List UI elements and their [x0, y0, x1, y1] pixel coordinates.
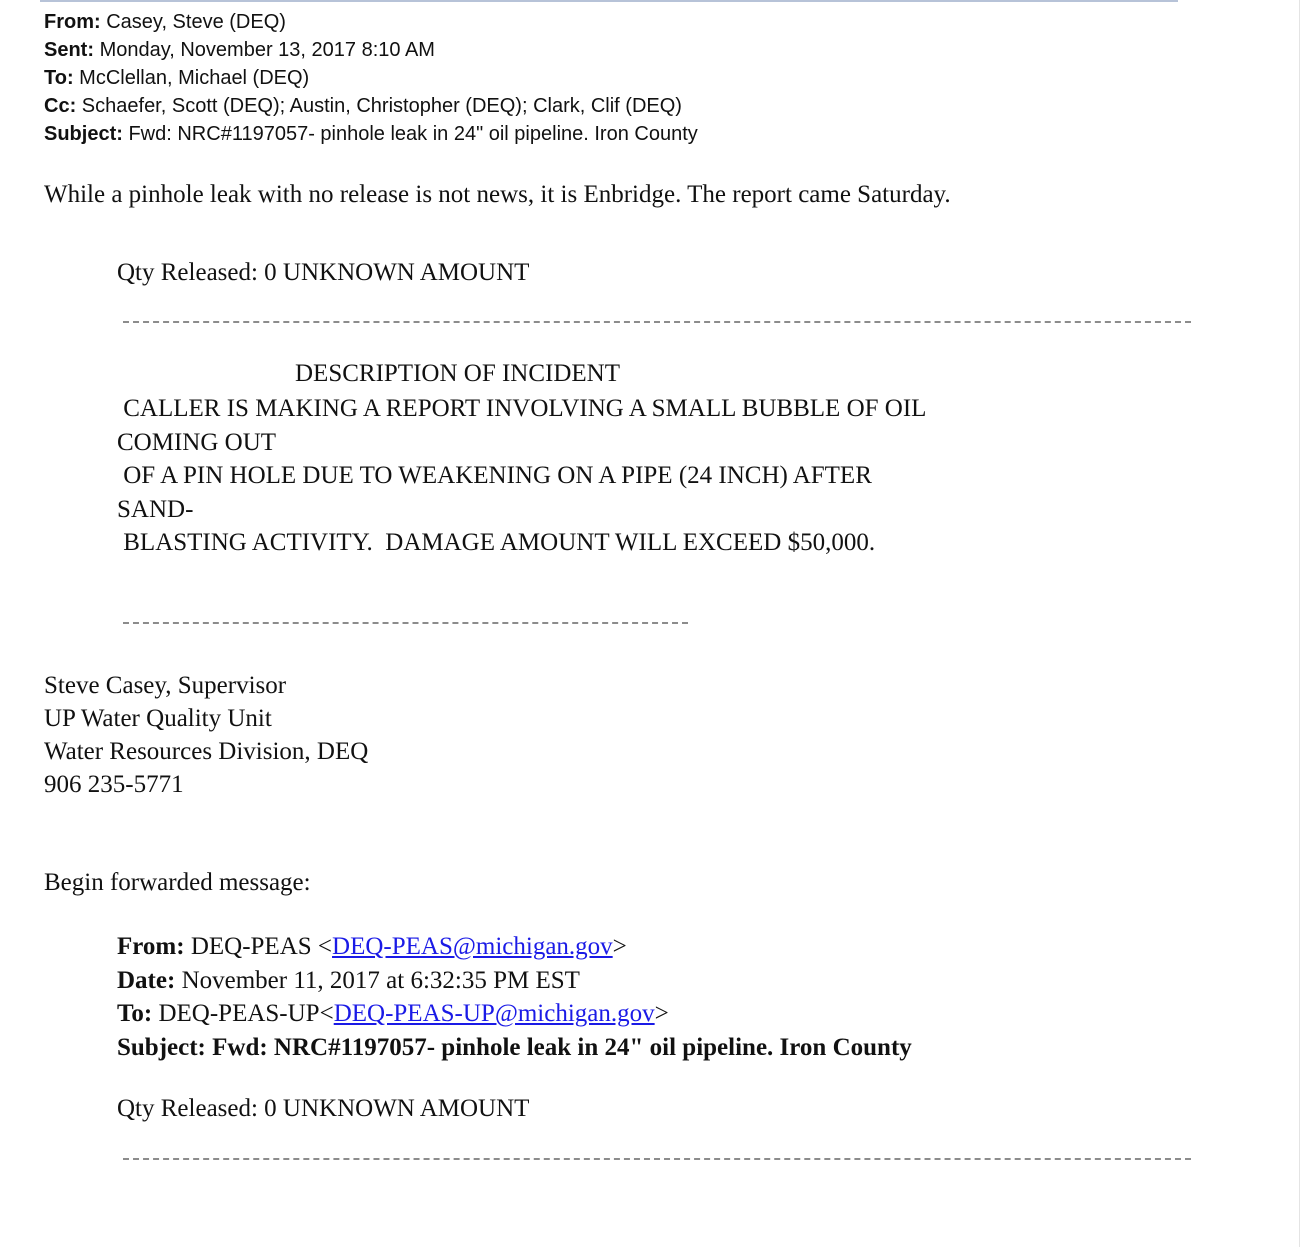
signature-unit: UP Water Quality Unit — [44, 705, 272, 732]
forwarded-to-label: To: — [117, 1000, 153, 1027]
forwarded-date-value: November 11, 2017 at 6:32:35 PM EST — [181, 966, 580, 994]
forwarded-to-name: DEQ-PEAS-UP — [158, 1000, 320, 1027]
header-sent-row — [44, 36, 698, 64]
description-line: OF A PIN HOLE DUE TO WEAKENING ON A PIPE (24 INCH) AFTER — [117, 462, 872, 490]
forwarded-from-name: DEQ-PEAS — [190, 933, 312, 960]
dashed-divider — [123, 321, 1191, 323]
description-block — [117, 392, 926, 560]
signature-name: Steve Casey, Supervisor — [44, 672, 287, 699]
header-sent-value: Monday, November 13, 2017 8:10 AM — [99, 39, 435, 61]
header-sent-label: Sent: — [44, 39, 94, 61]
description-line: COMING OUT — [117, 428, 277, 456]
description-line: CALLER IS MAKING A REPORT INVOLVING A SMALL BUBBLE OF OIL — [117, 395, 927, 422]
dashed-divider-short — [123, 622, 688, 624]
header-from-value: Casey, Steve (DEQ) — [106, 11, 286, 33]
header-cc-label: Cc: — [44, 95, 77, 117]
header-cc-row — [44, 92, 698, 120]
forwarded-intro: Begin forwarded message: — [44, 869, 311, 896]
header-to-value: McClellan, Michael (DEQ) — [79, 67, 310, 89]
forwarded-to-row: To: DEQ-PEAS-UP<DEQ-PEAS-UP@michigan.gov> — [117, 1000, 669, 1027]
header-subject-value: Fwd: NRC#1197057- pinhole leak in 24" oil pipeline. Iron County — [128, 123, 698, 145]
header-from-label: From: — [44, 11, 101, 33]
forwarded-date-row — [117, 964, 912, 998]
description-line: BLASTING ACTIVITY. DAMAGE AMOUNT WILL EXCEED $50,000. — [117, 529, 876, 557]
forwarded-from-email-link[interactable]: DEQ-PEAS@michigan.gov — [332, 933, 613, 960]
forwarded-date-label: Date: — [117, 966, 176, 994]
forwarded-from-row: From: DEQ-PEAS <DEQ-PEAS@michigan.gov> — [117, 933, 627, 960]
forwarded-qty-released: Qty Released: 0 UNKNOWN AMOUNT — [117, 1095, 530, 1122]
signature-block — [44, 669, 368, 801]
forwarded-to-email-link[interactable]: DEQ-PEAS-UP@michigan.gov — [333, 1000, 655, 1027]
header-subject-row — [44, 120, 698, 148]
top-divider — [40, 0, 1178, 2]
description-line: SAND- — [117, 495, 194, 523]
forwarded-header — [117, 930, 912, 1064]
forwarded-from-label: From: — [117, 933, 185, 960]
qty-released: Qty Released: 0 UNKNOWN AMOUNT — [117, 259, 530, 286]
body-intro: While a pinhole leak with no release is not news, it is Enbridge. The report came Saturday. — [44, 181, 951, 208]
signature-phone: 906 235-5771 — [44, 771, 184, 798]
signature-division: Water Resources Division, DEQ — [44, 738, 369, 765]
header-subject-label: Subject: — [44, 123, 123, 145]
email-header — [44, 8, 698, 148]
description-title: DESCRIPTION OF INCIDENT — [295, 360, 620, 387]
header-cc-value: Schaefer, Scott (DEQ); Austin, Christopher (DEQ); Clark, Clif (DEQ) — [81, 95, 682, 117]
dashed-divider-bottom — [123, 1158, 1191, 1160]
header-from-row — [44, 8, 698, 36]
forwarded-subject: Subject: Fwd: NRC#1197057- pinhole leak in 24" oil pipeline. Iron County — [117, 1033, 912, 1061]
header-to-label: To: — [44, 67, 74, 89]
header-to-row — [44, 64, 698, 92]
forwarded-subject-row — [117, 1031, 912, 1065]
